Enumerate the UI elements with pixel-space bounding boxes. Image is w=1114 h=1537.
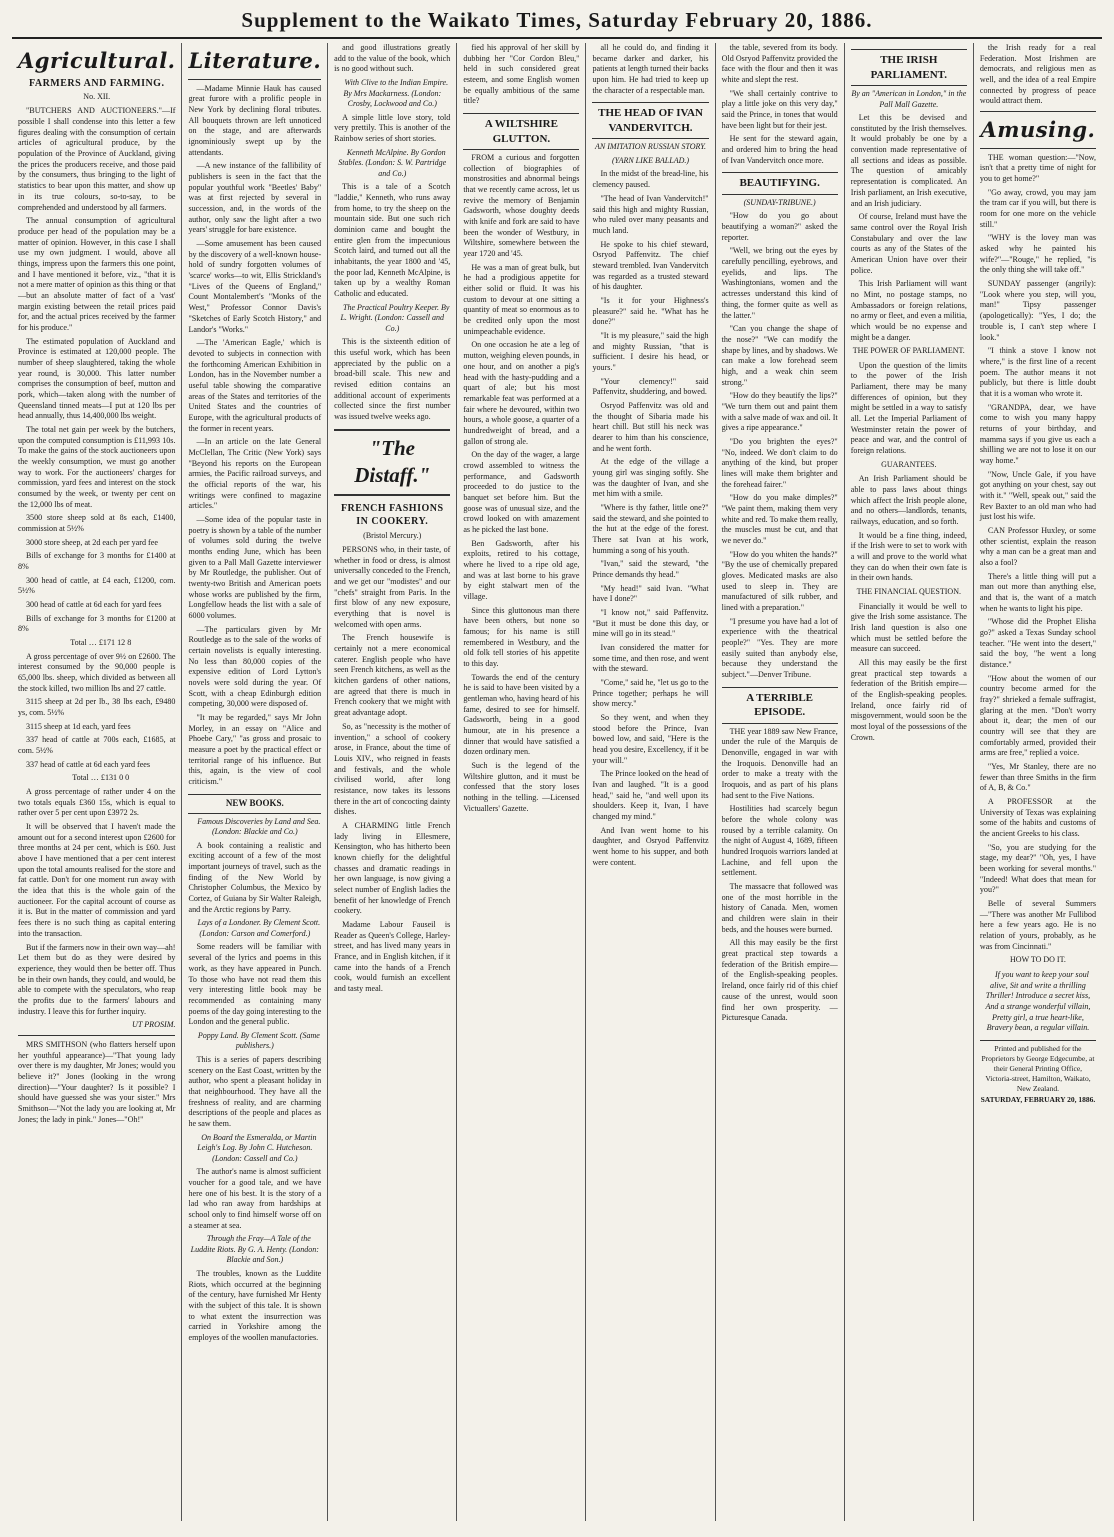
- paragraph: THE year 1889 saw New France, under the rule of the Marquis de Denonville, engaged in war with the Iroquois. Denonville had an order to make a treaty with the Iroquois, and as part of his plans had sent to the Five Nations.: [721, 726, 838, 800]
- imprint-date: SATURDAY, FEBRUARY 20, 1886.: [980, 1095, 1096, 1105]
- poem-title: HOW TO DO IT.: [1010, 955, 1066, 965]
- paragraph: The troubles, known as the Luddite Riots, which occurred at the beginning of the century, have furnished Mr Henty with the subject of this tale. It is shown to what extent the insurrection was carried in Yorkshire among the employes of the woollen manufactories.: [188, 1268, 322, 1342]
- paragraph: "Is it for your Highness's pleasure?" said he. "What has he done?": [592, 295, 709, 327]
- paragraph: —The 'American Eagle,' which is devoted to subjects in connection with the forthcoming American Exhibition in London, has in the November number a useful table showing the comparative areas of the States and territories of the United States and the countries of Europe, with the agricultural products of the former in recent years.: [188, 338, 322, 433]
- table-line: 3000 store sheep, at 2d each per yard fee: [26, 537, 158, 547]
- paragraph: So, as "necessity is the mother of invention," a school of cookery arose, in France, about the time of Louis XIV., who reigned in feasts and festivals, and the whole civilised world, after long resistance, now takes its lessons there in the art of concocting dainty dishes.: [334, 721, 451, 817]
- paragraph: "Whose did the Prophet Elisha go?" asked a Texas Sunday school teacher. "He went into the desert," said the boy, "he went a long distance.": [979, 617, 1097, 669]
- paragraph: This is a tale of a Scotch "laddie," Kenneth, who runs away from home, to try the sheep on the mountain side. But one such rich dominion came and bought the entire glen from the impecunious Scotch laird, and turned out all the inhabitants, the year 1800 and '45, the poor lad, Kenneth McAlpine, is taken up by a wealthy Roman Catholic and educated.: [334, 182, 451, 299]
- subheading: THE POWER OF PARLIAMENT.: [852, 346, 965, 356]
- paragraph: He spoke to his chief steward, Osryod Paffenvitz. The chief steward trembled. Ivan Vandervitch was regarded as a trusted steward of his daughter.: [592, 239, 709, 292]
- paragraph: "BUTCHERS AND AUCTIONEERS."—If possible I shall condense into this letter a few figures dealing with the consumption of certain articles of agricultural produce, by the population of the Province of Auckland, giving the prices the producers receive, and those paid by the consumers, thus bringing to the light of statistics to bear upon this matter, and show up in its true colours, so-to-say, to be comprehended and understood by all farmers.: [18, 106, 176, 212]
- paragraph: the Irish ready for a real Federation. Most Irishmen are democrats, and religious men as well, and the idea of a real Empire connected by progress of peace would attract them.: [979, 43, 1097, 106]
- paragraph: "The head of Ivan Vandervitch!" said this high and mighty Russian, who ruled over many peasants and much land.: [592, 193, 709, 235]
- paragraph: Ivan considered the matter for some time, and then rose, and went with the steward.: [592, 643, 709, 674]
- paragraph: and good illustrations greatly add to the value of the book, which is no good without such.: [334, 43, 451, 74]
- paragraph: "Yes, Mr Stanley, there are no fewer than three Smiths in the firm of A, B, & Co.": [979, 762, 1097, 793]
- section-title-amusing: Amusing.: [980, 117, 1096, 143]
- issue-number: No. XII.: [83, 91, 111, 101]
- byline: By an "American in London," in the Pall Mall Gazette.: [851, 89, 967, 109]
- subheading: GUARANTEES.: [881, 459, 937, 469]
- paragraph: The estimated population of Auckland and Province is estimated at 120,000 people. The number of sheep slaughtered, taking the whole year round, is 30,000. This latter number comprises the consumption of beef, mutton and pork, which—taken along with the number of Queensland tinned meats—I put at 120 lbs per head annually, thus 14,400,000 lbs weight.: [18, 336, 176, 421]
- paragraph: The French housewife is certainly not a mere economical caterer. English people who have seen French kitchens, as well as the kitchen gardens of other nations, are agreed that there is much in French cookery that we might with great advantage adopt.: [334, 633, 451, 718]
- paragraph: CAN Professor Huxley, or some other scientist, explain the reason why a man can be a great man and also a fool?: [979, 525, 1097, 567]
- paragraph: "Where is thy father, little one?" said the steward, and she pointed to the hut at the edge of the forest. There sat Ivan at his work, humming a song of his youth.: [592, 502, 709, 555]
- paragraph: all he could do, and finding it became darker and darker, his patients at length turned their backs upon him. He had tried to keep up the character of a respectable man.: [592, 43, 709, 95]
- paragraph: Belle of several Summers—"There was another Mr Fullibod here a few years ago. He is no relation of yours, probably, as he was from Cincinnati.": [979, 899, 1097, 951]
- paragraph: "Do you brighten the eyes?" "No, indeed. We don't claim to do anything of the kind, but proper lines will make them brighter and the forehead fairer.": [721, 436, 838, 489]
- column-vandervitch: [586, 43, 715, 1521]
- paragraph: "How do you whiten the hands?" "By the use of chemically prepared gloves. Medicated masks are also used to sleep in. They are manufactured of silk rubber, and lined with a preparation.": [721, 549, 838, 612]
- column-irish-parliament: [845, 43, 974, 1521]
- paragraph: —Some idea of the popular taste in poetry is shown by a table of the number of volumes sold during the twelve months ending June, which has been given to a Pall Mall Gazette interviewer by Mr Routledge, the publisher. Out of twenty-two British and American poets whose works are published by the firm, Longfellow heads the list with a sale of 6000 volumes.: [188, 514, 322, 620]
- paragraph: SUNDAY passenger (angrily): "Look where you step, will you, man!" Tipsy passenger (apologetically): "Yes, I do; the trouble is, I can't step where I look.": [979, 279, 1097, 342]
- table-line: 3500 store sheep sold at 8s each, £1400, commission at 5½%: [18, 513, 176, 533]
- paragraph: He was a man of great bulk, but he had a prodigious appetite for either solid or fluid. It was his custom to devour at one sitting a quantity of meat so enormous as to be credited only upon the most unimpeachable evidence.: [463, 262, 580, 336]
- paragraph: An Irish Parliament should be able to pass laws about things which affect the Irish people alone, and no others—landlords, tenants, railways, education, and so forth.: [850, 474, 967, 527]
- paragraph: A simple little love story, told very prettily. This is another of the Rainbow series of short stories.: [334, 112, 451, 143]
- paragraph: This Irish Parliament will want no Mint, no postage stamps, no Ambassadors or foreign relations, no army or fleet, and even a militia, which would be no expense and might be a danger.: [850, 279, 967, 342]
- paragraph: Osryod Paffenvitz was old and the thought of Sibaria made his heart chill. But still his neck was dearer to him than his conscience, and he went forth.: [592, 400, 709, 453]
- paragraph: "Well, we bring out the eyes by carefully pencilling, eyebrows, and eyelids, and lips. The Washingtonians, women and the actresses understand this kind of thing, the former quite as well as the latter.": [721, 246, 838, 320]
- paragraph: But if the farmers now in their own way—ah! Let them but do as they were desired by experience, they would then be better off. Thus be in their own hands, they could, and would, be able to compete with the speculators, who reap the profits due to the farmers' labours and industry. I leave this for further inquiry.: [18, 942, 176, 1016]
- paragraph: "Go away, crowd, you may jam the tram car if you will, but there is room for one more on the vehicle still.": [979, 187, 1097, 229]
- paragraph: —A new instance of the fallibility of publishers is seen in the fact that the popular youthful work "Beetles' Baby" was at first rejected by several in succession, and, in the words of the author, only saw the light after a two years' struggle for bare existence.: [188, 161, 322, 235]
- paragraph: "We shall certainly contrive to play a little joke on this very day," said the Prince, in tones that would have been light but for their jest.: [721, 88, 838, 130]
- paragraph: "It may be regarded," says Mr John Morley, in an essay on "Alice and Phoebe Cary," "as gross and prosaic to measure a poet by the practical effect or territorial range of his influence. But this, again, is the view of cool criticism.": [188, 713, 322, 787]
- table-line: 337 head of cattle at 6d each yard fees: [26, 759, 151, 769]
- table-line: Bills of exchange for 3 months for £1400 at 8%: [18, 551, 176, 571]
- subheading: THE FINANCIAL QUESTION.: [856, 587, 961, 597]
- masthead: Supplement to the Waikato Times, Saturday February 20, 1886.: [12, 8, 1102, 39]
- terrible-episode-heading: A TERRIBLE EPISODE.: [722, 687, 838, 724]
- book-title: Lays of a Londoner. By Clement Scott. (London: Carson and Comerford.): [197, 918, 321, 938]
- section-title-literature: Literature.: [188, 48, 322, 73]
- column-agricultural: [12, 43, 182, 1521]
- paragraph: "WHY is the lovey man was asked why he painted his wife?"—"Rouge," he replied, "is the only thing she will take off.": [979, 233, 1097, 275]
- divider: [980, 111, 1096, 112]
- paragraph: —In an article on the late General McClellan, The Critic (New York) says "Beyond his reports on the European armies, the Pacific railroad surveys, and the official reports of the war, his writings were confined to magazine articles.": [188, 437, 322, 511]
- paragraph: "Now, Uncle Gale, if you have got anything on your chest, say out with it." "Well, speak out," said the Rev Baxter to an old man who had just lost his wife.: [979, 469, 1097, 522]
- imprint: [980, 1040, 1096, 1105]
- table-line: Bills of exchange for 3 months for £1200 at 8%: [18, 613, 176, 634]
- paragraph: The massacre that followed was one of the most horrible in the history of Canada. Men, women and children were slain in their beds, and the houses were burned.: [721, 882, 838, 934]
- paragraph: Madame Labour Fauseil is Reader as Queen's College, Harley-street, and has lived many years in France, and in English kitchen, if it came into the hands of a French cook, would furnish an excellent and tasty meal.: [334, 919, 451, 993]
- paragraph: He sent for the steward again, and ordered him to bring the head of Ivan Vandervitch once more.: [721, 134, 838, 165]
- paragraph: fied his approval of her skill by dubbing her "Cor Cordon Bleu," held in such considered great esteem, and some English women be equally ambitious of the same title?: [463, 43, 580, 106]
- paragraph: The annual consumption of agricultural produce per head of the population may be a matter of opinion. However, in this case I shall use my own judgment. I would, above all things, impress upon the farmers this one point, and I have mentioned it before, viz., "that it is not a mere matter of opinion as this thing or that—but an absolute matter of fact of a 'vast' margin existing between the retail prices paid for, and the actual prices received by the farmer for his produce.": [18, 216, 176, 332]
- paragraph: On the day of the wager, a large crowd assembled to witness the performance, and Gadsworth proceeded to do justice to the banquet set before him. But the goose was of unusual size, and the crowd looked on with amazement as he picked the last bone.: [463, 450, 580, 534]
- paragraph: Such is the legend of the Wiltshire glutton, and it must be confessed that the story loses nothing in the telling. —Licensed Victuallers' Gazette.: [463, 761, 580, 813]
- paragraph: "Come," said he, "let us go to the Prince together; perhaps he will show mercy.": [592, 678, 709, 709]
- paragraph: "Ivan," said the steward, "the Prince demands thy head.": [592, 559, 709, 579]
- paragraph: "GRANDPA, dear, we have come to wish you many happy returns of your birthday, and mamma says if you give us each a shilling we are not to lose it on our way home.": [979, 402, 1097, 465]
- paragraph: The Prince looked on the head of Ivan and laughed. "It is a good head," said he, "and well upon its shoulders. Keep it, Ivan, I have changed my mind.": [592, 769, 709, 822]
- paragraph: And Ivan went home to his daughter, and Osryod Paffenvitz went home to his supper, and both were content.: [592, 825, 709, 867]
- book-title: On Board the Esmeralda, or Martin Leigh's Log. By John C. Hutcheson. (London: Cassell and Co.): [197, 1132, 317, 1163]
- imprint-text: Printed and published for the Proprietors by George Edgecumbe, at their General Printing Office, Victoria-street, Hamilton, Waikato, New Zealand.: [981, 1044, 1095, 1093]
- glutton-heading: A WILTSHIRE GLUTTON.: [463, 113, 579, 150]
- paragraph: So they went, and when they stood before the Prince, Ivan bowed low, and said, "Here is the head you desire, Excellency, if it be your will.": [592, 713, 709, 765]
- book-title: Kenneth McAlpine. By Gordon Stables. (London: S. W. Partridge and Co.): [338, 147, 447, 178]
- source-line: (SUNDAY-TRIBUNE.): [743, 197, 816, 207]
- paragraph: On one occasion he ate a leg of mutton, weighing eleven pounds, in one hour, and on another a pig's head with the hasty-pudding and a quart of ale; but his most remarkable feat was performed at a fair where he devoured, within two hours, a whole goose, a quarter of a hundredweight of bread, and a gallon of strong ale.: [463, 340, 580, 446]
- table-total: Total … £171 12 8: [70, 638, 132, 648]
- table-line: 3115 sheep at 1d each, yard fees: [26, 721, 131, 731]
- section-title-agricultural: Agricultural.: [18, 48, 176, 73]
- column-beautifying: [716, 43, 845, 1521]
- paragraph: Some readers will be familiar with several of the lyrics and poems in this work, as they have appeared in Punch. To those who have not read them this very interesting little book may be recommended as containing many poems of the day going interesting to the London and the general public.: [188, 942, 322, 1027]
- paragraph: A gross percentage of rather under 4 on the two totals equals £360 15s, which is equal to rather over 5 per cent upon £3972 2s.: [18, 787, 176, 818]
- paragraph: The total net gain per week by the butchers, upon the computed consumption is £11,993 10s. To make the gains of the stock auctioneers upon the weekly consumption, we must go another way to work. For the auctioneers' charges for commission, yard fees and interest on the stock consumed by the week, or twenty per cent on the 12,000 lbs of meat.: [18, 424, 176, 509]
- paragraph: "How do they beautify the lips?" "We turn them out and paint them with a salve made of wax and oil. It gives a ripe appearance.": [721, 391, 838, 433]
- paragraph: "How about the women of our country become armed for the fray?" shrieked a female suffragist, glaring at the men. "Don't worry about it, dear; the men of our country will see that they are comfortably armed, provided their arms are free," replied a voice.: [979, 673, 1097, 758]
- vandervitch-heading: THE HEAD OF IVAN VANDERVITCH.: [592, 102, 708, 139]
- book-title: Through the Fray—A Tale of the Luddite Riots. By G. A. Henty. (London: Blackie and Son.): [190, 1234, 319, 1265]
- paragraph: Since this gluttonous man there have been others, but none so famous; for his name is still remembered in Westbury, and the old folk tell stories of his appetite to this day.: [463, 605, 580, 668]
- poem-verse: If you want to keep your soul alive, Sit and write a thrilling Thriller! Introduce a secret kiss, And a strange wonderful villain, Pretty girl, a true heart-like, Bravery bean, a regular villain.: [985, 970, 1091, 1033]
- paragraph: At the edge of the village a young girl was singing softly. She was the daughter of Ivan, and she met him with a smile.: [592, 457, 709, 499]
- paragraph: A gross percentage of over 9½ on £2600. The interest consumed by the 90,000 people is 65,000 lbs. sheep, which divided as between all the stock killed, two million lbs and 27 cattle.: [18, 651, 176, 693]
- paragraph: Ben Gadsworth, after his exploits, retired to his cottage, where he lived to a ripe old age, and was at last borne to his grave by eight stalwart men of the village.: [463, 538, 580, 601]
- divider: [980, 148, 1096, 149]
- paragraph: "It is my pleasure," said the high and mighty Russian, "that is sufficient. I desire his head, or yours.": [592, 330, 709, 372]
- beautifying-heading: BEAUTIFYING.: [722, 172, 838, 195]
- paragraph: "I presume you have had a lot of experience with the theatrical people?" "Yes. They are more easily suited than anybody else, because they understand the subject."—Denver Tribune.: [721, 616, 838, 679]
- irish-parliament-heading: THE IRISH PARLIAMENT.: [851, 49, 967, 86]
- paragraph: PERSONS who, in their taste, of whether in food or dress, is almost universally conceded to the French, and we get our "modistes" and our "chefs" straight from Paris. In the first blow of any new exposure, everything that is novel is welcomed with open arms.: [334, 545, 451, 629]
- paragraph: Of course, Ireland must have the same control over the Royal Irish Constabulary and over the law courts as any of the States of the American Union have over their police.: [850, 212, 967, 275]
- paragraph: It will be observed that I haven't made the amount out for a second interest upon £2600 for three months at 24 per cent, which is £60. Just above I have mentioned that a per cent interest upon the total amounts realised for the store and fat cattle. Don't for one moment run away with the idea that this is the whole gain of the auctioneer. For the capital account of course as it is. But in the matter of commission and yard fees there is no such thing as capital entering into the transaction.: [18, 822, 176, 938]
- paragraph: "Your clemency!" said Paffenvitz, shuddering, and bowed.: [592, 376, 709, 397]
- table-line: 300 head of cattle at 6d each for yard fees: [26, 600, 162, 610]
- paragraph: All this may easily be the first great practical step towards a federation of the British empire—of the English-speaking peoples. Ireland, once fairly rid of misgovernment, would soon be the most loyal of the possessions of the Crown.: [850, 658, 967, 742]
- paragraph: A PROFESSOR at the University of Texas was explaining some of the habits and customs of the ancient Greeks to his class.: [979, 797, 1097, 839]
- paragraph: "Can you change the shape of the nose?" "We can modify the shape by lines, and by shadows. We can make a low forehead seem high, and a weak chin seem strong.": [721, 324, 838, 387]
- paragraph: All this may easily be the first great practical step towards a federation of the British empire—of the English-speaking peoples. Ireland, once fairly rid of this chief cause of the unrest, would soon find her own prosperity. —Picturesque Canada.: [721, 938, 838, 1023]
- paragraph: It would be a fine thing, indeed, if the Irish were to set to work with a will and prove to the world what they can do when their own fate is in their own hands.: [850, 530, 967, 583]
- subheading: AN IMITATION RUSSIAN STORY.: [595, 142, 707, 152]
- paragraph: THE woman question:—"Now, isn't that a pretty time of night for you to get home?": [979, 152, 1097, 184]
- paragraph: Upon the question of the limits to the power of the Irish Parliament, there may be many differences of opinion, but they might be settled in a way to satisfy all. Let the Imperial Parliament of Westminster retain the power of peace and war, and the control of foreign relations.: [850, 360, 967, 456]
- paragraph: Let this be devised and constituted by the Irish themselves. It would probably be one by a convention made representative of all sections and ideas as possible. The question of amicably representation is complicated. An Irish parliament, an Irish executive, and an Irish judiciary.: [850, 113, 967, 208]
- paragraph: "I think a stove I know not where," is the first line of a recent poem. The author means it not publicly, but there is little doubt that it is a woman who wrote it.: [979, 346, 1097, 398]
- book-title: Famous Discoveries by Land and Sea. (London: Blackie and Co.): [197, 816, 321, 837]
- joke: MRS SMITHSON (who flatters herself upon her youthful appearance)—"That young lady over there is my daughter, Mr Jones; would you believe it?" Jones (looking in the wrong direction)—"Your daughter? Is it possible? I should have guessed she was your sister." Mrs Smithson—"Not the lady you are looking at, Mr Jones; the lady in pink." Jones—"Oh!": [18, 1039, 176, 1124]
- book-title: Poppy Land. By Clement Scott. (Same publishers.): [197, 1030, 320, 1051]
- subheading: FARMERS AND FARMING.: [29, 77, 165, 89]
- column-literature: [182, 43, 328, 1521]
- table-total: Total … £131 0 0: [72, 773, 130, 783]
- table-line: 300 head of cattle, at £4 each, £1200, com. 5½%: [18, 575, 176, 596]
- divider: [18, 1035, 175, 1036]
- paragraph: This is a series of papers describing scenery on the East Coast, written by the author, who spent a pleasant holiday in that neighbourhood. They have all the freshness of reality, and are charming descriptions of the people and places as he saw them.: [188, 1054, 322, 1128]
- book-title: With Clive to the Indian Empire. By Mrs Mackarness. (London: Crosby, Lockwood and Co.): [343, 78, 449, 109]
- paragraph: A CHARMING little French lady living in Ellesmere, Kensington, who has hitherto been known chiefly for the delightful chasses and dramatic readings in her own language, is now giving a select number of English ladies the benefit of her knowledge of French cookery.: [334, 820, 451, 916]
- column-books-distaff: [328, 43, 457, 1521]
- paragraph: Financially it would be well to give the Irish some assistance. The Irish land question is also one which must be settled before the measure can succeed.: [850, 601, 967, 654]
- paragraph: There's a little thing will put a man out more than anything else, and that is, the want of a match when he wants to light his pipe.: [979, 571, 1097, 613]
- subheading: (YARN LIKE BALLAD.): [612, 155, 690, 165]
- paragraph: FROM a curious and forgotten collection of biographies of monstrosities and abnormal beings that we recently came across, let us revive the memory of Benjamin Gadsworth, whose doughty deeds with knife and fork are said to have been the wonder of Westbury, in Wiltshire, somewhere between the year 1720 and '45.: [463, 153, 580, 259]
- paragraph: "My head!" said Ivan. "What have I done?": [592, 583, 709, 604]
- paragraph: the table, severed from its body. Old Osryod Paffenvitz provided the face with the flour and then it was white and slept the rest.: [721, 43, 838, 85]
- table-line: 3115 sheep at 2d per lb., 38 lbs each, £9480 ys, com. 5½%: [18, 697, 176, 718]
- paragraph: "I know not," said Paffenvitz. "But it must be done this day, or mine will go in its stead.": [592, 608, 709, 639]
- book-title: The Practical Poultry Keeper. By L. Wright. (London: Cassell and Co.): [340, 302, 450, 333]
- paragraph: A book containing a realistic and exciting account of a few of the most important journeys of travel, such as the finding of the New World by Christopher Columbus, the Mexico by Cortez, of Guiana by Sir Walter Raleigh, and the Arctic regions by Parry.: [188, 840, 322, 914]
- paragraph: "So, you are studying for the stage, my dear?" "Oh, yes, I have been working for several months." "Indeed! What does that mean for you?": [979, 842, 1097, 895]
- paragraph: "How do you make dimples?" "We paint them, making them very white and red. To make them really, the muscles must be cut, and that we never do.": [721, 493, 838, 545]
- source-line: (Bristol Mercury.): [363, 530, 422, 540]
- column-amusing: [974, 43, 1102, 1521]
- signature: UT PROSIM.: [132, 1020, 176, 1030]
- distaff-heading: "The Distaff.": [334, 429, 450, 496]
- new-books-heading: NEW BOOKS.: [188, 794, 321, 814]
- paragraph: The author's name is almost sufficient voucher for a good tale, and we have here one of his best. It is the story of a lad who ran away from hardships at school only to find himself worse off on a steamer at sea.: [188, 1167, 322, 1230]
- paragraph: —Some amusement has been caused by the discovery of a well-known house-hold of sundry forgotten volumes of 'scarce' works—to wit, Ellis Strickland's "Lives of the Queens of England," Count Montalembert's "Monks of the West," Professor Connor Davis's "Sketches of Early Scotch History," and Landor's "Works.": [188, 239, 322, 334]
- columns: [12, 43, 1102, 1521]
- divider: [188, 79, 321, 80]
- paragraph: Towards the end of the century he is said to have been visited by a gentleman who, having heard of his fame, desired to see for himself. Gadsworth, being in a good humour, ate in his presence a dinner that would have satisfied a dozen ordinary men.: [463, 672, 580, 757]
- column-glutton: [457, 43, 586, 1521]
- paragraph: Hostilities had scarcely begun before the whole colony was roused by a terrible calamity. On the night of August 4, 1689, fifteen hundred Iroquois warriors landed at Lachine, and fell upon the settlement.: [721, 804, 838, 878]
- table-line: 337 head of cattle at 700s each, £1685, at com. 5½%: [18, 735, 176, 756]
- paragraph: In the midst of the bread-line, his clemency paused.: [592, 169, 709, 190]
- paragraph: —Madame Minnie Hauk has caused great furore with a prolific people in New York by declining floral tributes. All bouquets thrown are left unnoticed on the stage, and are afterwards ignominiously swept up by the attendants.: [188, 83, 322, 157]
- paragraph: This is the sixteenth edition of this useful work, which has been appreciated by the public on a broad-bill scale. This new and revised edition contains an additional account of experiments collected since the first number was issued twelve weeks ago.: [334, 337, 451, 422]
- subheading: FRENCH FASHIONS IN COOKERY.: [340, 503, 444, 528]
- paragraph: "How do you go about beautifying a woman?" asked the reporter.: [721, 211, 838, 242]
- paragraph: —The particulars given by Mr Routledge as to the sale of the works of certain novelists is equally interesting. No less than 80,000 copies of the expensive edition of Lord Lytton's novels were sold during the year. Of Scott, with a cheap Edinburgh edition competing, 30,000 were disposed of.: [188, 624, 322, 709]
